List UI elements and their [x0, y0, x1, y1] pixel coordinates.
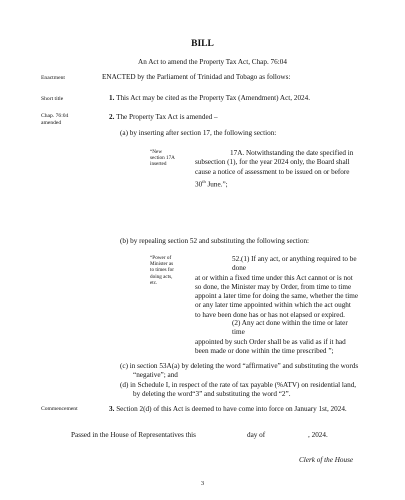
text-line: or any later time appointed within which the act ought [195, 301, 351, 310]
section-3-text: Section 2(d) of this Act is deemed to have come into force on January 1st, 2024. [116, 405, 347, 413]
commencement-side-label: Commencement [41, 406, 78, 412]
clerk-signature-label: Clerk of the House [299, 456, 354, 464]
text-line: appoint a later time for doing the same, whether the time [195, 292, 359, 301]
margin-note-52 [150, 255, 198, 286]
text-line: (c) in section 53A(a) by deleting the word “affirmative” and substituting the words [120, 362, 359, 370]
item-a: (a) by inserting after section 17, the following section: [120, 129, 277, 137]
note-line: inserted [150, 161, 167, 168]
text-line: at or within a fixed time under this Act cannot or is not [195, 273, 353, 282]
text-line: so done, the Minister may by Order, from time to time [195, 282, 352, 291]
text-line: (2) Any act done within the time or later time [232, 319, 348, 337]
text-line: 17A. Notwithstanding the date specified in [230, 149, 354, 157]
section-2 [109, 113, 218, 122]
note-line: “Power of [150, 255, 172, 261]
item-b: (b) by repealing section 52 and substituting the following section: [120, 237, 310, 245]
text-line: (d) in Schedule I, in respect of the rate of tax payable (%ATV) on residential land, [120, 381, 357, 389]
enactment-text: ENACTED by the Parliament of Trinidad and Tobago as follows: [102, 73, 291, 81]
note-line: section 17A [150, 155, 175, 162]
section-1 [109, 94, 310, 103]
bill-title: BILL [191, 39, 214, 49]
text-line: “negative”; and [133, 371, 178, 380]
item-c [120, 362, 370, 381]
side-label-line: amended [41, 119, 62, 126]
page-number: 3 [200, 480, 205, 487]
chap-amended-side-label [41, 113, 101, 126]
text-line: been made or done within the time prescribed ”; [195, 346, 334, 355]
date-day: 30 [195, 180, 203, 189]
note-line: Minister as [150, 261, 174, 268]
passed-part-2: day of [247, 431, 266, 439]
text-line: 52.(1) If any act, or anything required to be done [232, 255, 357, 273]
section-2-text: The Property Tax Act is amended – [116, 113, 218, 121]
text-line: appointed by such Order shall be as valid as if it had [195, 337, 346, 346]
text-line: cause a notice of assessment to be issued on or before [195, 167, 350, 176]
section-number: 2. [109, 113, 115, 121]
note-line: etc. [150, 279, 158, 286]
section-number: 1. [109, 94, 115, 102]
short-title-side-label: Short title [41, 96, 64, 102]
enactment-side-label: Enactment [41, 75, 65, 81]
text-line: to have been done has or has not elapsed or expired. [195, 310, 345, 319]
passed-part-1: Passed in the House of Representatives this [71, 431, 196, 439]
section-1-text: This Act may be cited as the Property Tax (Amendment) Act, 2024. [116, 94, 311, 102]
passed-part-3: , 2024. [308, 431, 328, 439]
text-line: subsection (1), for the year 2024 only, the Board shall [195, 158, 350, 167]
section-number: 3. [109, 405, 115, 413]
text-line [195, 177, 357, 190]
section-52-2-text [195, 319, 360, 356]
note-line: to times for [150, 267, 174, 274]
note-line: doing acts, [150, 273, 173, 280]
section-17a-text [195, 149, 357, 190]
bill-subtitle: An Act to amend the Property Tax Act, Chap. 76:04 [138, 58, 287, 66]
side-label-line: Chap. 76:04 [41, 113, 69, 119]
section-3 [109, 405, 347, 414]
section-52-1-text [195, 255, 360, 320]
date-suffix: th [202, 178, 206, 184]
note-line: “New [150, 149, 163, 155]
item-d [120, 381, 370, 400]
text-line: by deleting the word“3” and substituting the word “2”. [133, 390, 291, 399]
date-rest: June.”; [205, 180, 228, 189]
